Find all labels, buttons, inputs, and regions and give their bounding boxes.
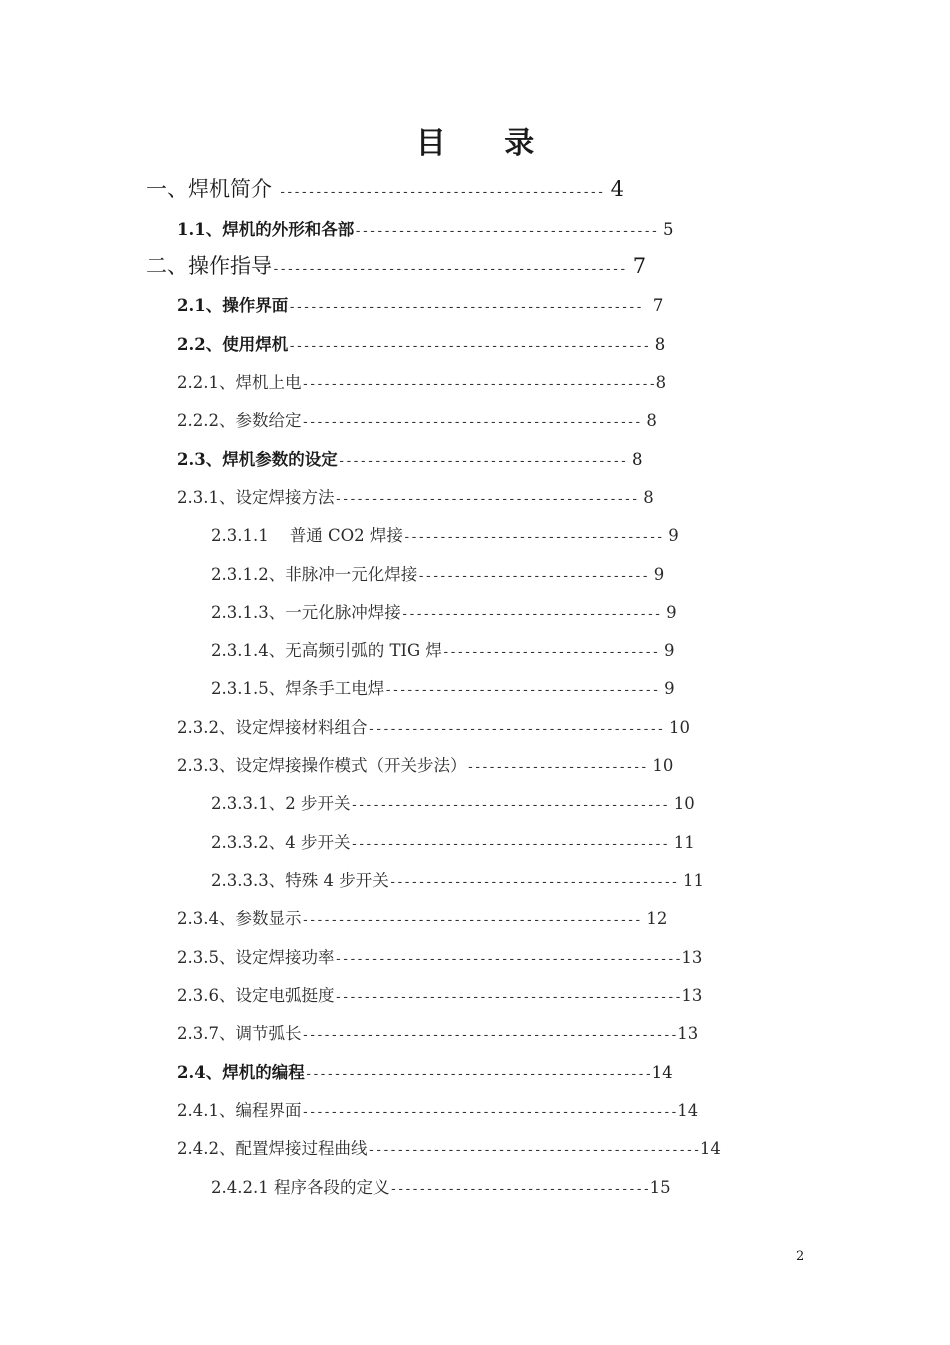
toc-leader: ------------------------------------------ [334,492,639,507]
toc-leader: -------------------------------- [417,569,649,584]
toc-page: 13 [681,986,703,1005]
toc-label: 2.3.1.3、一元化脉冲焊接 [211,603,401,622]
toc-entry-2-2-1[interactable] [177,369,666,393]
toc-leader: ------------------------------------ [389,1182,650,1197]
toc-page: 8 [649,335,666,354]
toc-label: 2.3.3.1、2 步开关 [211,794,351,813]
toc-entry-2-3-3[interactable] [177,752,673,776]
toc-page: 14 [699,1139,721,1158]
toc-entry-2-3-2[interactable] [177,714,690,738]
toc-leader: ------------------------------------------ [354,224,658,239]
toc-label: 2.3.3.2、4 步开关 [211,833,351,852]
toc-leader: ------------------------------------------------ [334,990,682,1005]
toc-page: 9 [658,679,675,698]
toc-page: 10 [668,794,695,813]
toc-leader: ---------------------------------------- [337,454,627,469]
toc-leader: ---------------------------------------------------- [301,1105,678,1120]
toc-label: 2.2.2、参数给定 [177,411,302,430]
toc-leader: ---------------------------------------------- [367,1143,700,1158]
toc-page: 13 [677,1024,699,1043]
toc-label: 2.4.2.1 程序各段的定义 [211,1178,390,1197]
toc-entry-2[interactable] [146,250,646,280]
toc-page: 11 [668,833,695,852]
toc-leader: ------------------------------------ [402,530,664,545]
toc-label: 2.3.5、设定焊接功率 [177,948,335,967]
toc-label: 2.4.1、编程界面 [177,1101,302,1120]
toc-label: 2.3.1、设定焊接方法 [177,488,335,507]
toc-label: 2.3.3、设定焊接操作模式（开关步法） [177,756,467,775]
toc-entry-2-3-6[interactable] [177,982,702,1006]
toc-entry-2-3[interactable] [177,446,643,470]
toc-page: 8 [638,488,654,507]
toc-label: 2.1、操作界面 [177,296,289,315]
toc-page: 12 [641,909,668,928]
toc-leader: ------------------------------------ [400,607,661,622]
toc-entry-2-3-4[interactable] [177,905,667,929]
toc-page: 7 [642,296,664,315]
toc-page: 9 [658,641,675,660]
toc-leader: ------------------------------------------------- [288,300,643,315]
toc-page: 14 [677,1101,699,1120]
toc-entry-2-3-5[interactable] [177,944,702,968]
toc-entry-2-3-1-4[interactable] [211,637,674,661]
toc-page: 10 [663,718,691,737]
toc-page: 11 [677,871,705,890]
toc-label: 2.3.7、调节弧长 [177,1024,302,1043]
toc-entry-2-2[interactable] [177,331,665,355]
toc-page: 14 [651,1063,673,1082]
toc-page: 8 [641,411,657,430]
toc-leader: ------------------------------------------------ [334,952,682,967]
toc-entry-1[interactable] [146,173,624,203]
toc-page: 9 [660,603,677,622]
page-number: 2 [796,1249,805,1264]
toc-label: 1.1、焊机的外形和各部 [177,220,355,239]
toc-leader: -------------------------------------------- [350,798,669,813]
toc-entry-2-4-2[interactable] [177,1135,721,1159]
toc-label: 2.2.1、焊机上电 [177,373,302,392]
toc-label: 2.3.2、设定焊接材料组合 [177,718,368,737]
toc-page: 15 [649,1178,671,1197]
toc-label: 2.3.1.4、无高频引弧的 TIG 焊 [211,641,442,660]
toc-page: 13 [681,948,703,967]
toc-leader: -------------------------------------------------- [288,339,650,354]
toc-label: 2.3.6、设定电弧挺度 [177,986,335,1005]
toc-label: 2.3.4、参数显示 [177,909,302,928]
toc-leader: --------------------------------------------- [278,185,604,200]
toc-leader: -------------------------------------- [384,683,659,698]
toc-page: 10 [647,756,674,775]
toc-leader: ---------------------------------------------------- [301,1028,678,1043]
toc-leader: ------------------------------------------------- [301,377,656,392]
toc-entry-2-3-1[interactable] [177,484,654,508]
toc-label: 一、焊机简介 [146,177,279,201]
toc-page: 8 [655,373,667,392]
toc-label: 二、操作指导 [146,254,272,278]
toc-leader: ---------------------------------------- [388,875,678,890]
toc-entry-2-3-7[interactable] [177,1020,698,1044]
toc-label: 2.3.1.5、焊条手工电焊 [211,679,385,698]
toc-leader: ------------------------- [466,760,648,775]
toc-entry-2-3-3-3[interactable] [211,867,704,891]
toc-entry-2-3-1-5[interactable] [211,675,675,699]
toc-entry-1-1[interactable] [177,216,674,240]
toc-entry-2-3-1-1[interactable] [211,522,679,546]
toc-leader: ------------------------------------------------- [272,262,627,277]
toc-entry-2-2-2[interactable] [177,407,657,431]
toc-page: 8 [626,450,643,469]
toc-page: 5 [657,220,674,239]
toc-label: 2.3.1.1 普通 CO2 焊接 [211,526,403,545]
toc-leader: -------------------------------------------- [350,837,669,852]
toc-entry-2-4-1[interactable] [177,1097,698,1121]
toc-leader: ------------------------------ [441,645,659,660]
toc-label: 2.3、焊机参数的设定 [177,450,338,469]
toc-entry-2-4[interactable] [177,1059,673,1083]
toc-page: 9 [663,526,679,545]
toc-entry-2-4-2-1[interactable] [211,1174,671,1198]
toc-leader: ----------------------------------------------- [301,913,642,928]
toc-title: 目 录 [415,126,559,161]
toc-label: 2.4.2、配置焊接过程曲线 [177,1139,368,1158]
toc-page: 9 [648,565,665,584]
toc-leader: ------------------------------------------------ [304,1067,652,1082]
toc-leader: ----------------------------------------------- [301,415,642,430]
toc-entry-2-3-1-2[interactable] [211,561,664,585]
toc-entry-2-1[interactable] [177,292,663,316]
toc-label: 2.4、焊机的编程 [177,1063,305,1082]
toc-label: 2.3.1.2、非脉冲一元化焊接 [211,565,418,584]
toc-entry-2-3-3-1[interactable] [211,790,695,814]
toc-leader: ----------------------------------------- [367,722,664,737]
toc-label: 2.3.3.3、特殊 4 步开关 [211,871,389,890]
toc-label: 2.2、使用焊机 [177,335,289,354]
toc-entry-2-3-1-3[interactable] [211,599,677,623]
toc-page: 7 [626,254,647,278]
toc-entry-2-3-3-2[interactable] [211,829,695,853]
toc-page: 4 [603,177,624,201]
